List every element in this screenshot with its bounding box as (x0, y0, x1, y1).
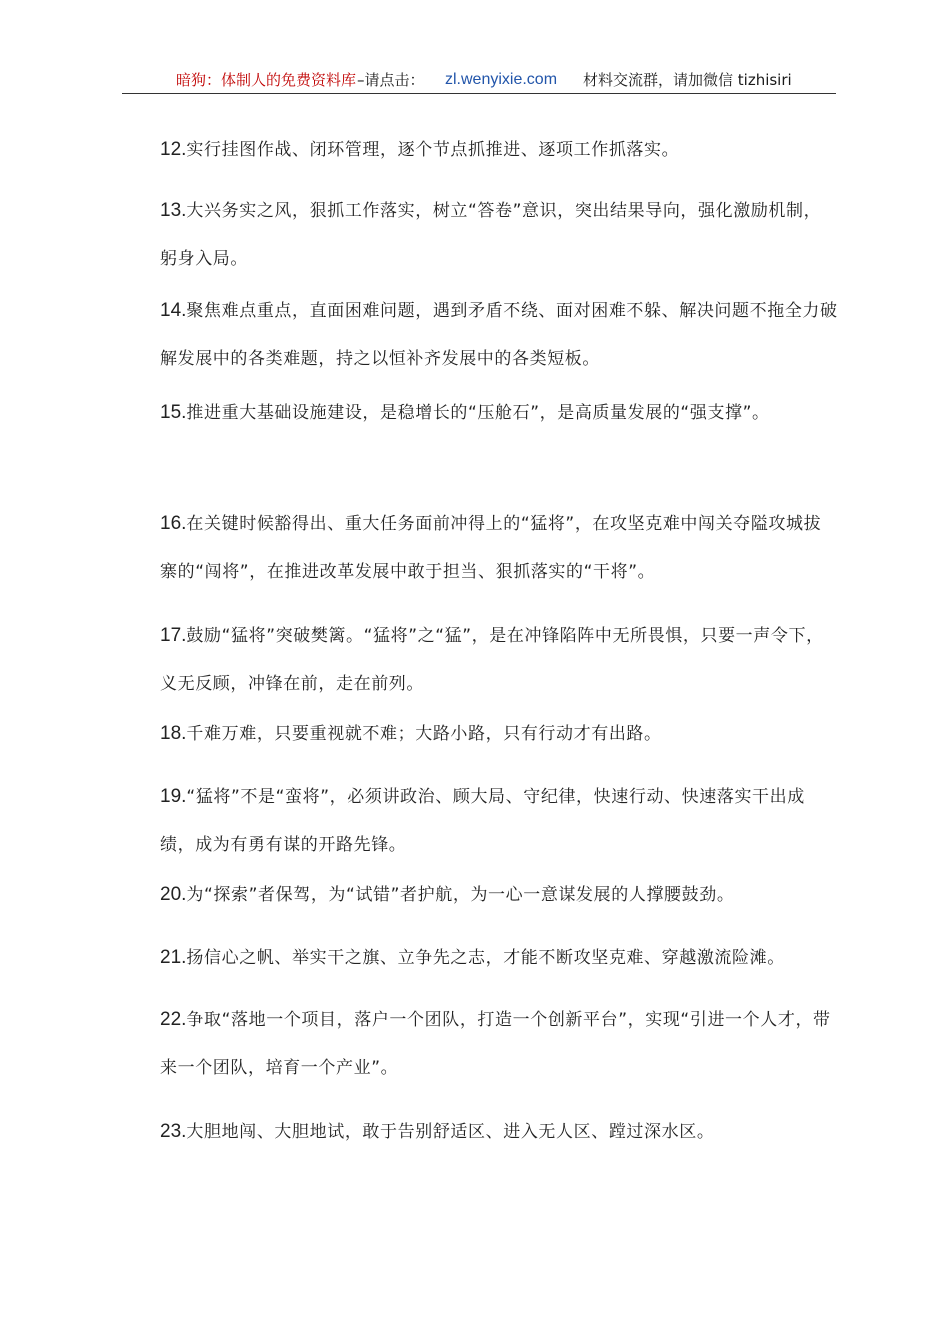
item-number: 21. (160, 947, 187, 968)
header-link[interactable]: zl.wenyixie.com (445, 71, 558, 88)
list-item (122, 934, 838, 982)
list-item (122, 996, 838, 1092)
header-link-prefix: –请点击： (357, 71, 425, 89)
item-text: 大胆地闯、大胆地试，敢于告别舒适区、进入无人区、蹚过深水区。 (186, 1122, 715, 1142)
item-text: 实行挂图作战、闭环管理，逐个节点抓推进、逐项工作抓落实。 (186, 140, 680, 160)
item-number: 18. (160, 723, 187, 744)
item-number: 20. (160, 884, 187, 905)
list-item (122, 187, 838, 283)
item-number: 12. (160, 139, 187, 160)
item-text: 大兴务实之风，狠抓工作落实，树立“答卷”意识，突出结果导向，强化激励机制，躬身入局。 (160, 201, 822, 269)
item-text: 扬信心之帆、举实干之旗、立争先之志，才能不断攻坚克难、穿越激流险滩。 (186, 948, 785, 968)
item-text: 推进重大基础设施建设，是稳增长的“压舱石”，是高质量发展的“强支撑”。 (186, 403, 770, 423)
item-text: 在关键时候豁得出、重大任务面前冲得上的“猛将”，在攻坚克难中闯关夺隘攻城拔寨的“闯将”，在推进改革发展中敢于担当、狠抓落实的“干将”。 (160, 514, 822, 582)
list-item (122, 500, 838, 596)
item-number: 23. (160, 1121, 187, 1142)
item-text: 为“探索”者保驾，为“试错”者护航，为一心一意谋发展的人撑腰鼓劲。 (186, 885, 735, 905)
list-item (122, 612, 838, 708)
item-number: 19. (160, 786, 187, 807)
page-header (0, 66, 950, 94)
list-item (122, 126, 838, 174)
header-brand: 暗狗：体制人的免费资料库 (176, 71, 357, 89)
item-number: 22. (160, 1009, 187, 1030)
item-number: 15. (160, 402, 187, 423)
item-number: 13. (160, 200, 187, 221)
list-item (122, 871, 838, 919)
item-number: 14. (160, 300, 187, 321)
item-text: 争取“落地一个项目，落户一个团队，打造一个创新平台”，实现“引进一个人才，带来一个团队，培育一个产业”。 (160, 1010, 831, 1078)
item-text: 聚焦难点重点，直面困难问题，遇到矛盾不绕、面对困难不躲、解决问题不拖全力破解发展中的各类难题，持之以恒补齐发展中的各类短板。 (160, 301, 838, 369)
header-contact: 材料交流群，请加微信 tizhisiri (583, 71, 792, 89)
list-item (122, 1108, 838, 1156)
item-number: 16. (160, 513, 187, 534)
item-text: 鼓励“猛将”突破樊篱。“猛将”之“猛”，是在冲锋陷阵中无所畏惧，只要一声令下，义无反顾，冲锋在前，走在前列。 (160, 626, 824, 694)
header-divider (122, 93, 836, 94)
list-item (122, 287, 838, 383)
list-item (122, 389, 838, 437)
item-text: “猛将”不是“蛮将”，必须讲政治、顾大局、守纪律，快速行动、快速落实干出成绩，成为有勇有谋的开路先锋。 (160, 787, 805, 855)
item-text: 千难万难，只要重视就不难；大路小路，只有行动才有出路。 (186, 724, 662, 744)
list-item (122, 773, 838, 869)
list-item (122, 710, 838, 758)
item-number: 17. (160, 625, 187, 646)
